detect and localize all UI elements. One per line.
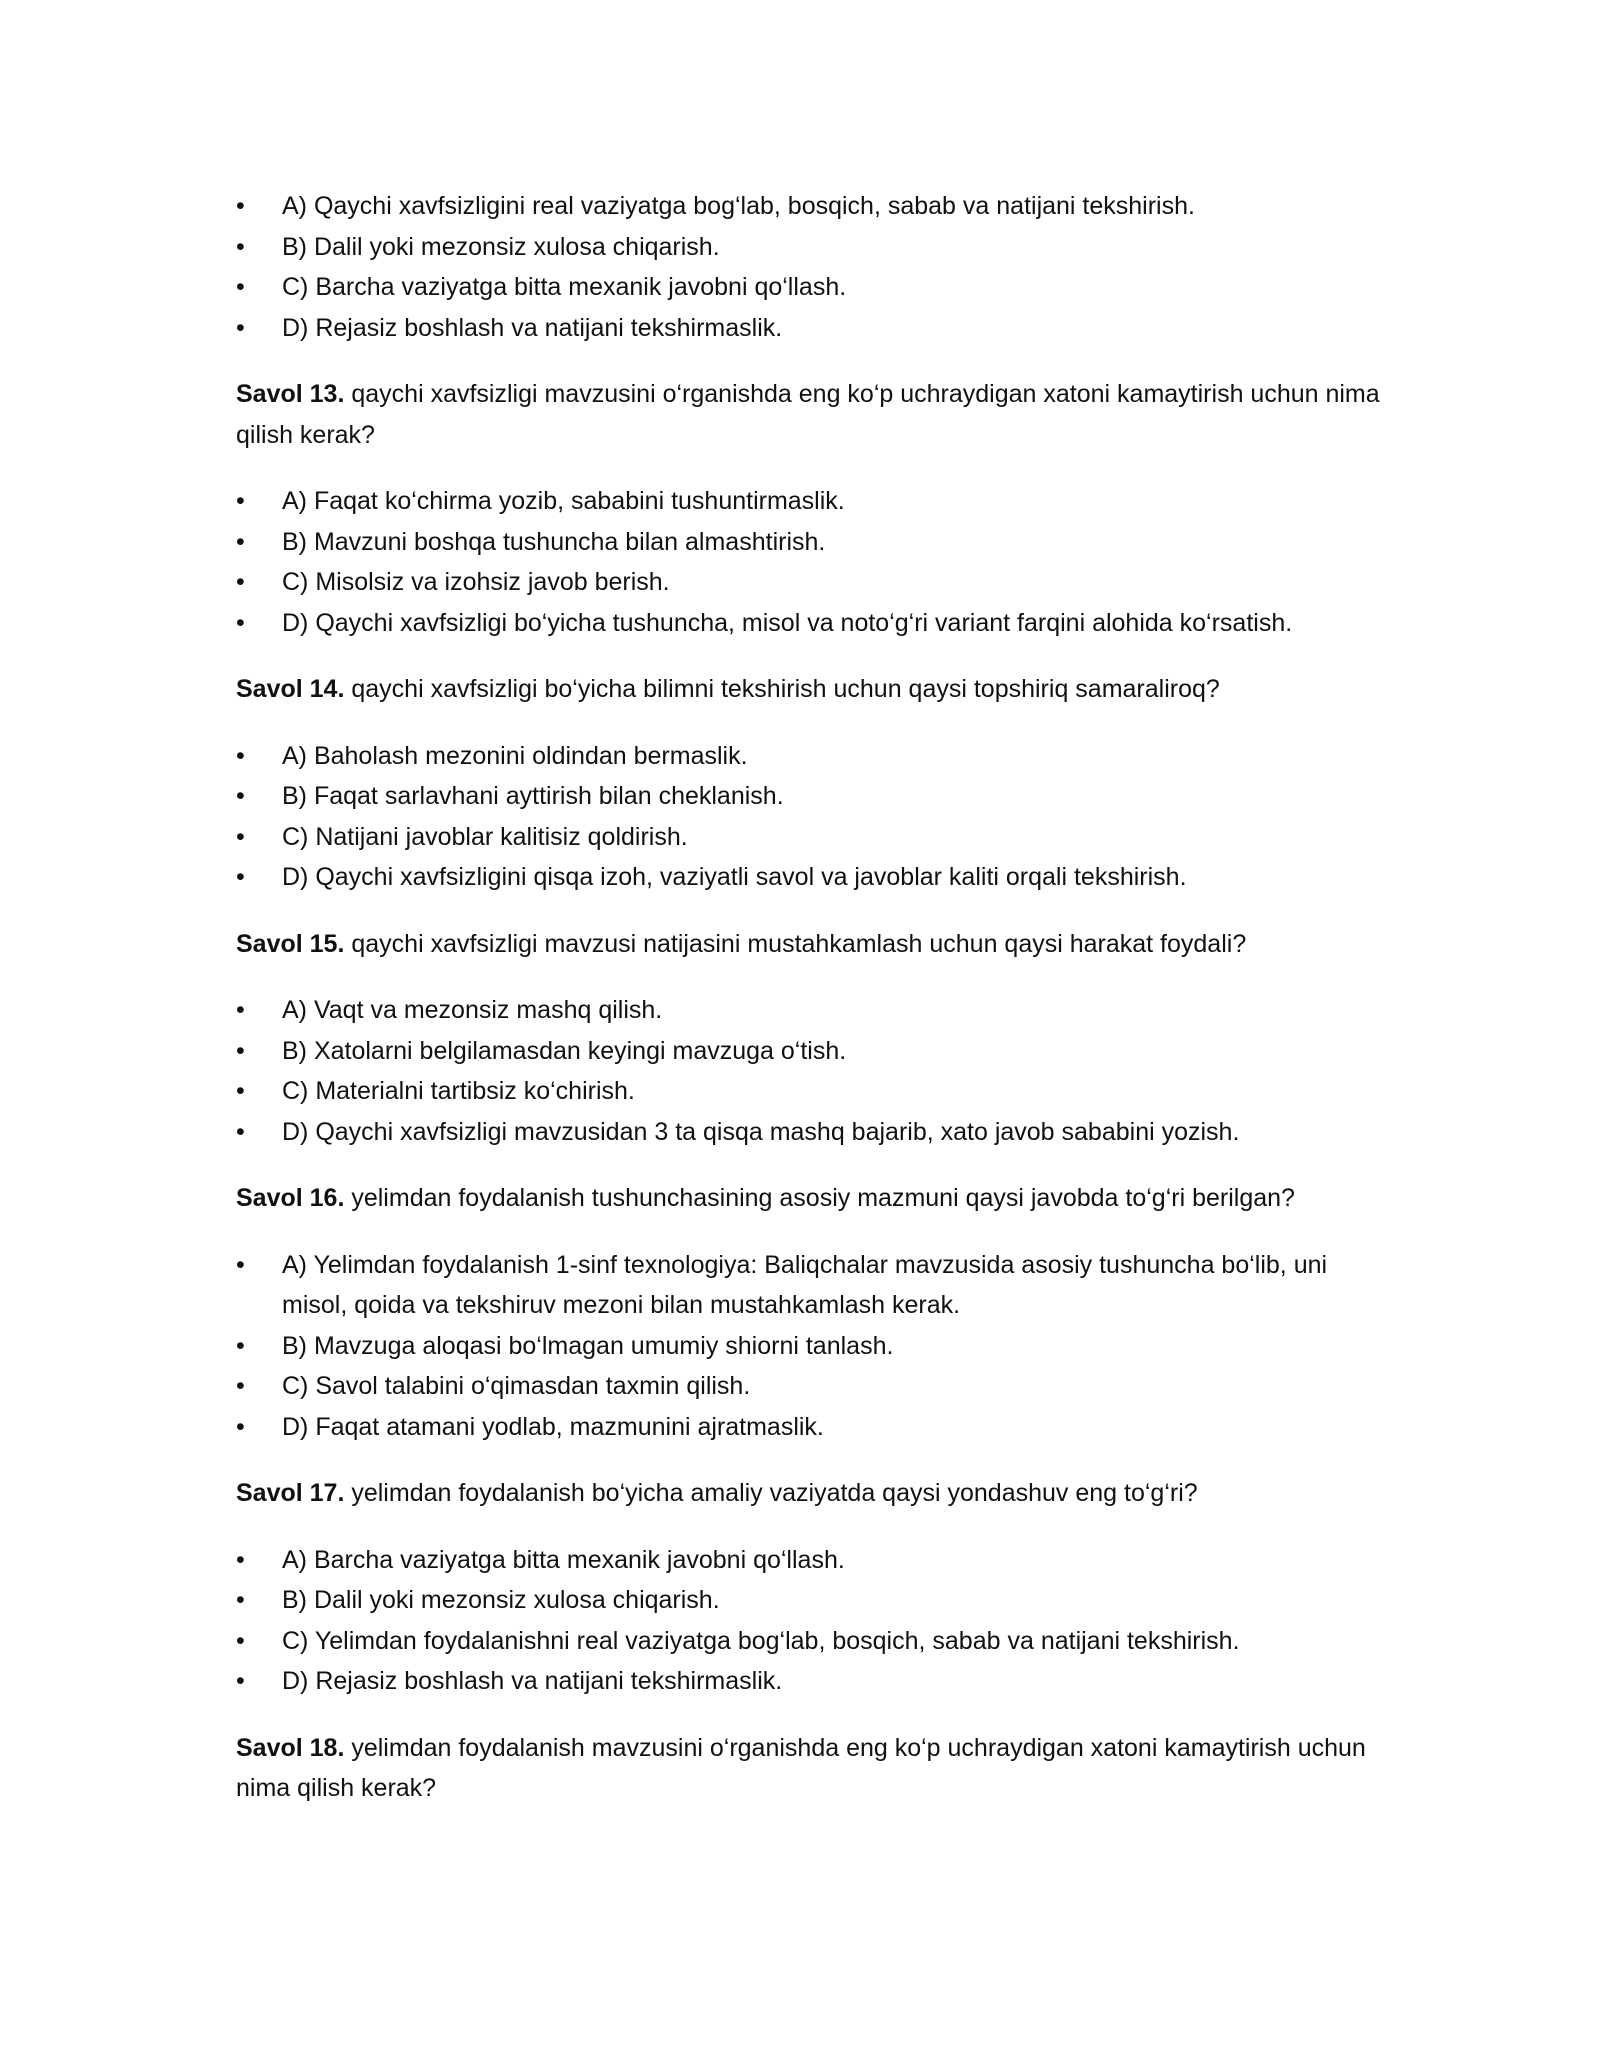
question-label: Savol 15.	[236, 929, 345, 958]
option-d: • D) Qaychi xavfsizligini qisqa izoh, vaziyatli savol va javoblar kaliti orqali tekshirish.	[236, 857, 1386, 898]
option-b: • B) Dalil yoki mezonsiz xulosa chiqarish.	[236, 227, 1386, 268]
option-b: • B) Xatolarni belgilamasdan keyingi mavzuga o‘tish.	[236, 1031, 1386, 1072]
bullet-icon: •	[236, 1250, 245, 1279]
question-text: yelimdan foydalanish tushunchasining asosiy mazmuni qaysi javobda to‘g‘ri berilgan?	[344, 1184, 1295, 1212]
question-text: yelimdan foydalanish bo‘yicha amaliy vaziyatda qaysi yondashuv eng to‘g‘ri?	[344, 1479, 1198, 1507]
bullet-icon: •	[236, 741, 245, 770]
option-b: • B) Mavzuni boshqa tushuncha bilan almashtirish.	[236, 522, 1386, 563]
question-label: Savol 17.	[236, 1479, 345, 1507]
option-list-15	[236, 990, 1386, 1152]
document-page	[236, 186, 1386, 1835]
bullet-icon: •	[236, 273, 245, 301]
option-a: • A) Barcha vaziyatga bitta mexanik javobni qo‘llash.	[236, 1540, 1386, 1581]
option-a: • A) Yelimdan foydalanish 1-sinf texnologiya: Baliqchalar mavzusida asosiy tushuncha bo‘lib, uni misol, qoida va tekshiruv mezoni bilan mustahkamlash kerak.	[236, 1245, 1386, 1326]
option-a: • A) Baholash mezonini oldindan bermaslik.	[236, 736, 1386, 777]
bullet-icon: •	[236, 1372, 245, 1400]
question-17	[236, 1473, 1386, 1514]
question-label: Savol 18.	[236, 1733, 345, 1762]
bullet-icon: •	[236, 608, 245, 637]
option-d: • D) Rejasiz boshlash va natijani tekshirmaslik.	[236, 308, 1386, 349]
question-14	[236, 669, 1386, 710]
bullet-icon: •	[236, 313, 245, 342]
bullet-icon: •	[236, 232, 245, 261]
option-d: • D) Rejasiz boshlash va natijani tekshirmaslik.	[236, 1661, 1386, 1702]
option-list-13	[236, 481, 1386, 643]
bullet-icon: •	[236, 822, 245, 851]
question-16	[236, 1178, 1386, 1219]
option-b: • B) Mavzuga aloqasi bo‘lmagan umumiy shiorni tanlash.	[236, 1326, 1386, 1367]
option-a: • A) Qaychi xavfsizligini real vaziyatga bog‘lab, bosqich, sabab va natijani tekshirish.	[236, 186, 1386, 227]
bullet-icon: •	[236, 568, 245, 596]
bullet-icon: •	[236, 1117, 245, 1146]
bullet-icon: •	[236, 1331, 245, 1360]
option-b: • B) Faqat sarlavhani ayttirish bilan cheklanish.	[236, 776, 1386, 817]
bullet-icon: •	[236, 527, 245, 556]
bullet-icon: •	[236, 1545, 245, 1574]
bullet-icon: •	[236, 1412, 245, 1441]
option-list-17	[236, 1540, 1386, 1702]
option-c: • C) Misolsiz va izohsiz javob berish.	[236, 562, 1386, 603]
option-c: • C) Natijani javoblar kalitisiz qoldirish.	[236, 817, 1386, 858]
option-c: • C) Yelimdan foydalanishni real vaziyatga bog‘lab, bosqich, sabab va natijani tekshirish.	[236, 1621, 1386, 1662]
question-text: qaychi xavfsizligi mavzusini o‘rganishda eng ko‘p uchraydigan xatoni kamaytirish uchun nima qilish kerak?	[236, 380, 1380, 449]
option-b: • B) Dalil yoki mezonsiz xulosa chiqarish.	[236, 1580, 1386, 1621]
option-c: • C) Materialni tartibsiz ko‘chirish.	[236, 1071, 1386, 1112]
question-text: qaychi xavfsizligi bo‘yicha bilimni tekshirish uchun qaysi topshiriq samaraliroq?	[344, 675, 1220, 703]
bullet-icon: •	[236, 1586, 245, 1614]
bullet-icon: •	[236, 1626, 245, 1655]
bullet-icon: •	[236, 192, 245, 220]
question-label: Savol 14.	[236, 675, 345, 703]
question-13	[236, 374, 1386, 455]
question-label: Savol 16.	[236, 1184, 345, 1212]
option-c: • C) Barcha vaziyatga bitta mexanik javobni qo‘llash.	[236, 267, 1386, 308]
option-a: • A) Faqat ko‘chirma yozib, sababini tushuntirmaslik.	[236, 481, 1386, 522]
question-18	[236, 1728, 1386, 1809]
option-d: • D) Qaychi xavfsizligi bo‘yicha tushuncha, misol va noto‘g‘ri variant farqini alohida ko‘rsatish.	[236, 603, 1386, 644]
bullet-icon: •	[236, 782, 245, 810]
question-text: yelimdan foydalanish mavzusini o‘rganishda eng ko‘p uchraydigan xatoni kamaytirish uchun nima qilish kerak?	[236, 1733, 1366, 1802]
option-list-14	[236, 736, 1386, 898]
bullet-icon: •	[236, 1077, 245, 1105]
bullet-icon: •	[236, 487, 245, 515]
option-c: • C) Savol talabini o‘qimasdan taxmin qilish.	[236, 1366, 1386, 1407]
option-list-16	[236, 1245, 1386, 1448]
bullet-icon: •	[236, 1036, 245, 1065]
option-a: • A) Vaqt va mezonsiz mashq qilish.	[236, 990, 1386, 1031]
option-d: • D) Qaychi xavfsizligi mavzusidan 3 ta qisqa mashq bajarib, xato javob sababini yozish.	[236, 1112, 1386, 1153]
option-list-prev	[236, 186, 1386, 348]
question-text: qaychi xavfsizligi mavzusi natijasini mustahkamlash uchun qaysi harakat foydali?	[344, 929, 1247, 958]
question-15	[236, 924, 1386, 965]
question-label: Savol 13.	[236, 380, 345, 408]
bullet-icon: •	[236, 1667, 245, 1695]
bullet-icon: •	[236, 863, 245, 891]
bullet-icon: •	[236, 996, 245, 1024]
option-d: • D) Faqat atamani yodlab, mazmunini ajratmaslik.	[236, 1407, 1386, 1448]
